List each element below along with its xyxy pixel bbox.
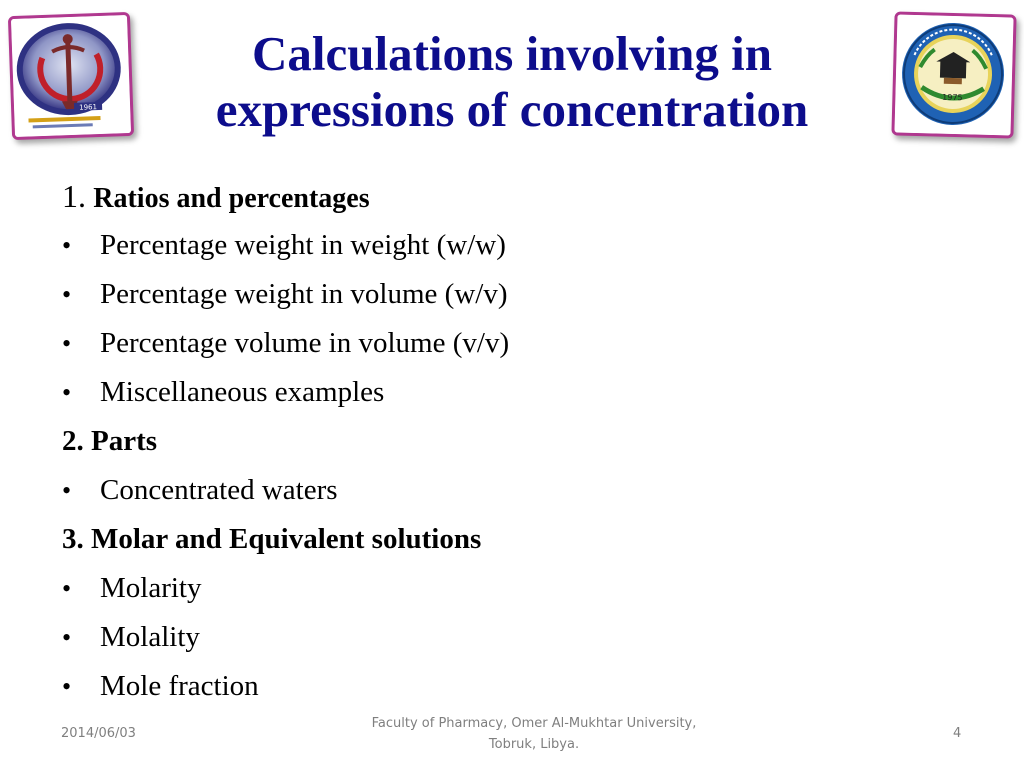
svg-text:1975: 1975 [942, 92, 963, 103]
section-title: Ratios and percentages [93, 183, 370, 214]
list-item [62, 613, 962, 662]
slide-body [62, 172, 962, 711]
bullet-icon: • [62, 623, 72, 652]
bullet-icon: • [62, 476, 72, 505]
list-item [62, 662, 962, 711]
list-item [62, 221, 962, 270]
section-heading-ratios [62, 172, 962, 221]
list-item-text: Miscellaneous examples [100, 376, 385, 408]
list-item [62, 368, 962, 417]
title-line-2: expressions of concentration [215, 82, 809, 137]
bullet-icon: • [62, 329, 72, 358]
bullet-icon: • [62, 231, 72, 260]
bullet-icon: • [62, 378, 72, 407]
university-seal [891, 11, 1016, 138]
slide-title [130, 26, 894, 138]
footer-affiliation-line-2: Tobruk, Libya. [488, 737, 580, 752]
list-item-text: Mole fraction [100, 670, 259, 702]
list-item [62, 270, 962, 319]
list-item [62, 466, 962, 515]
list-item-text: Percentage volume in volume (v/v) [100, 327, 510, 359]
page-number: 4 [953, 726, 962, 741]
section-number: 1. [62, 178, 86, 214]
faculty-logo [8, 12, 134, 140]
list-item-text: Molarity [100, 572, 202, 604]
list-item-text: Molality [100, 621, 200, 653]
bullet-icon: • [62, 672, 72, 701]
section-heading-parts: 2. Parts [62, 425, 158, 457]
footer-date: 2014/06/03 [61, 726, 136, 741]
pharmacy-faculty-logo-icon [11, 15, 131, 137]
list-item-text: Percentage weight in weight (w/w) [100, 229, 506, 261]
footer-affiliation [350, 713, 718, 755]
section-heading-molar: 3. Molar and Equivalent solutions [62, 523, 482, 555]
bullet-icon: • [62, 574, 72, 603]
list-item [62, 319, 962, 368]
list-item-text: Concentrated waters [100, 474, 338, 506]
title-line-1: Calculations involving in [251, 26, 773, 81]
list-item-text: Percentage weight in volume (w/v) [100, 278, 508, 310]
university-seal-logo-icon [894, 15, 1013, 136]
bullet-icon: • [62, 280, 72, 309]
footer-affiliation-line-1: Faculty of Pharmacy, Omer Al-Mukhtar University, [371, 716, 697, 731]
list-item [62, 564, 962, 613]
svg-text:1961: 1961 [79, 103, 98, 112]
